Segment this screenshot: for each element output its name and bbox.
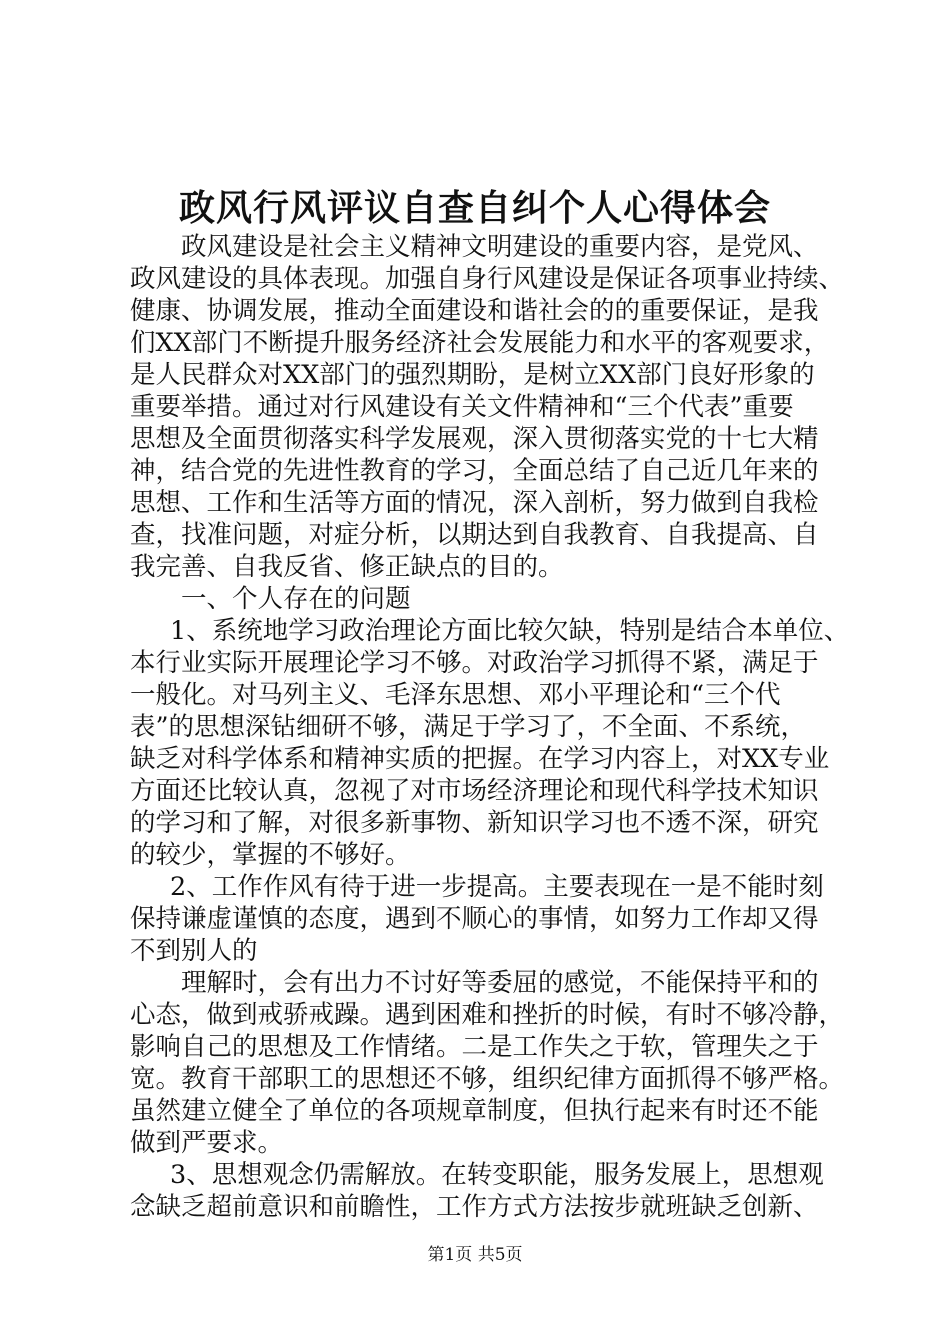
paragraph-line: 影响自己的思想及工作情绪。二是工作失之于软，管理失之于 xyxy=(130,1032,819,1062)
paragraph-line: 重要举措。通过对行风建设有关文件精神和“三个代表”重要 xyxy=(130,392,794,422)
paragraph-line: 健康、协调发展，推动全面建设和谐社会的的重要保证，是我 xyxy=(130,296,819,326)
paragraph-line: 3、思想观念仍需解放。在转变职能，服务发展上，思想观 xyxy=(170,1160,824,1190)
paragraph-line: 虽然建立健全了单位的各项规章制度，但执行起来有时还不能 xyxy=(130,1096,819,1126)
paragraph-line: 不到别人的 xyxy=(130,936,258,966)
paragraph-line: 本行业实际开展理论学习不够。对政治学习抓得不紧，满足于 xyxy=(130,648,819,678)
paragraph-line: 我完善、自我反省、修正缺点的目的。 xyxy=(130,552,564,582)
paragraph-line: 理解时，会有出力不讨好等委屈的感觉，不能保持平和的 xyxy=(181,968,819,998)
document-title: 政风行风评议自查自纠个人心得体会 xyxy=(178,187,771,229)
paragraph-line: 们XX部门不断提升服务经济社会发展能力和水平的客观要求， xyxy=(130,328,830,358)
paragraph-line: 缺乏对科学体系和精神实质的把握。在学习内容上，对XX专业 xyxy=(130,744,830,774)
paragraph-line: 宽。教育干部职工的思想还不够，组织纪律方面抓得不够严格。 xyxy=(130,1064,845,1094)
document-body xyxy=(130,231,870,1223)
paragraph-line: 心态，做到戒骄戒躁。遇到困难和挫折的时候，有时不够冷静， xyxy=(130,1000,845,1030)
section-heading: 一、个人存在的问题 xyxy=(181,584,411,614)
paragraph-line: 念缺乏超前意识和前瞻性，工作方式方法按步就班缺乏创新、 xyxy=(130,1192,819,1222)
paragraph-line: 2、工作作风有待于进一步提高。主要表现在一是不能时刻 xyxy=(170,872,824,902)
paragraph-line: 一般化。对马列主义、毛泽东思想、邓小平理论和“三个代 xyxy=(130,680,781,710)
paragraph-line: 的学习和了解，对很多新事物、新知识学习也不透不深，研究 xyxy=(130,808,819,838)
paragraph-line: 思想、工作和生活等方面的情况，深入剖析，努力做到自我检 xyxy=(130,488,819,518)
paragraph-line: 表”的思想深钻细研不够，满足于学习了，不全面、不系统， xyxy=(130,712,807,742)
page-footer: 第1页 共5页 xyxy=(427,1245,523,1265)
paragraph-line: 政风建设的具体表现。加强自身行风建设是保证各项事业持续、 xyxy=(130,264,845,294)
paragraph-line: 查，找准问题，对症分析，以期达到自我教育、自我提高、自 xyxy=(130,520,819,550)
paragraph-line: 思想及全面贯彻落实科学发展观，深入贯彻落实党的十七大精 xyxy=(130,424,819,454)
paragraph-line: 的较少，掌握的不够好。 xyxy=(130,840,411,870)
paragraph-line: 1、系统地学习政治理论方面比较欠缺，特别是结合本单位、 xyxy=(170,616,850,646)
paragraph-line: 政风建设是社会主义精神文明建设的重要内容，是党风、 xyxy=(181,232,819,262)
paragraph-line: 保持谦虚谨慎的态度，遇到不顺心的事情，如努力工作却又得 xyxy=(130,904,819,934)
paragraph-line: 神，结合党的先进性教育的学习，全面总结了自己近几年来的 xyxy=(130,456,819,486)
paragraph-line: 方面还比较认真，忽视了对市场经济理论和现代科学技术知识 xyxy=(130,776,819,806)
paragraph-line: 做到严要求。 xyxy=(130,1128,284,1158)
paragraph-line: 是人民群众对XX部门的强烈期盼，是树立XX部门良好形象的 xyxy=(130,360,815,390)
